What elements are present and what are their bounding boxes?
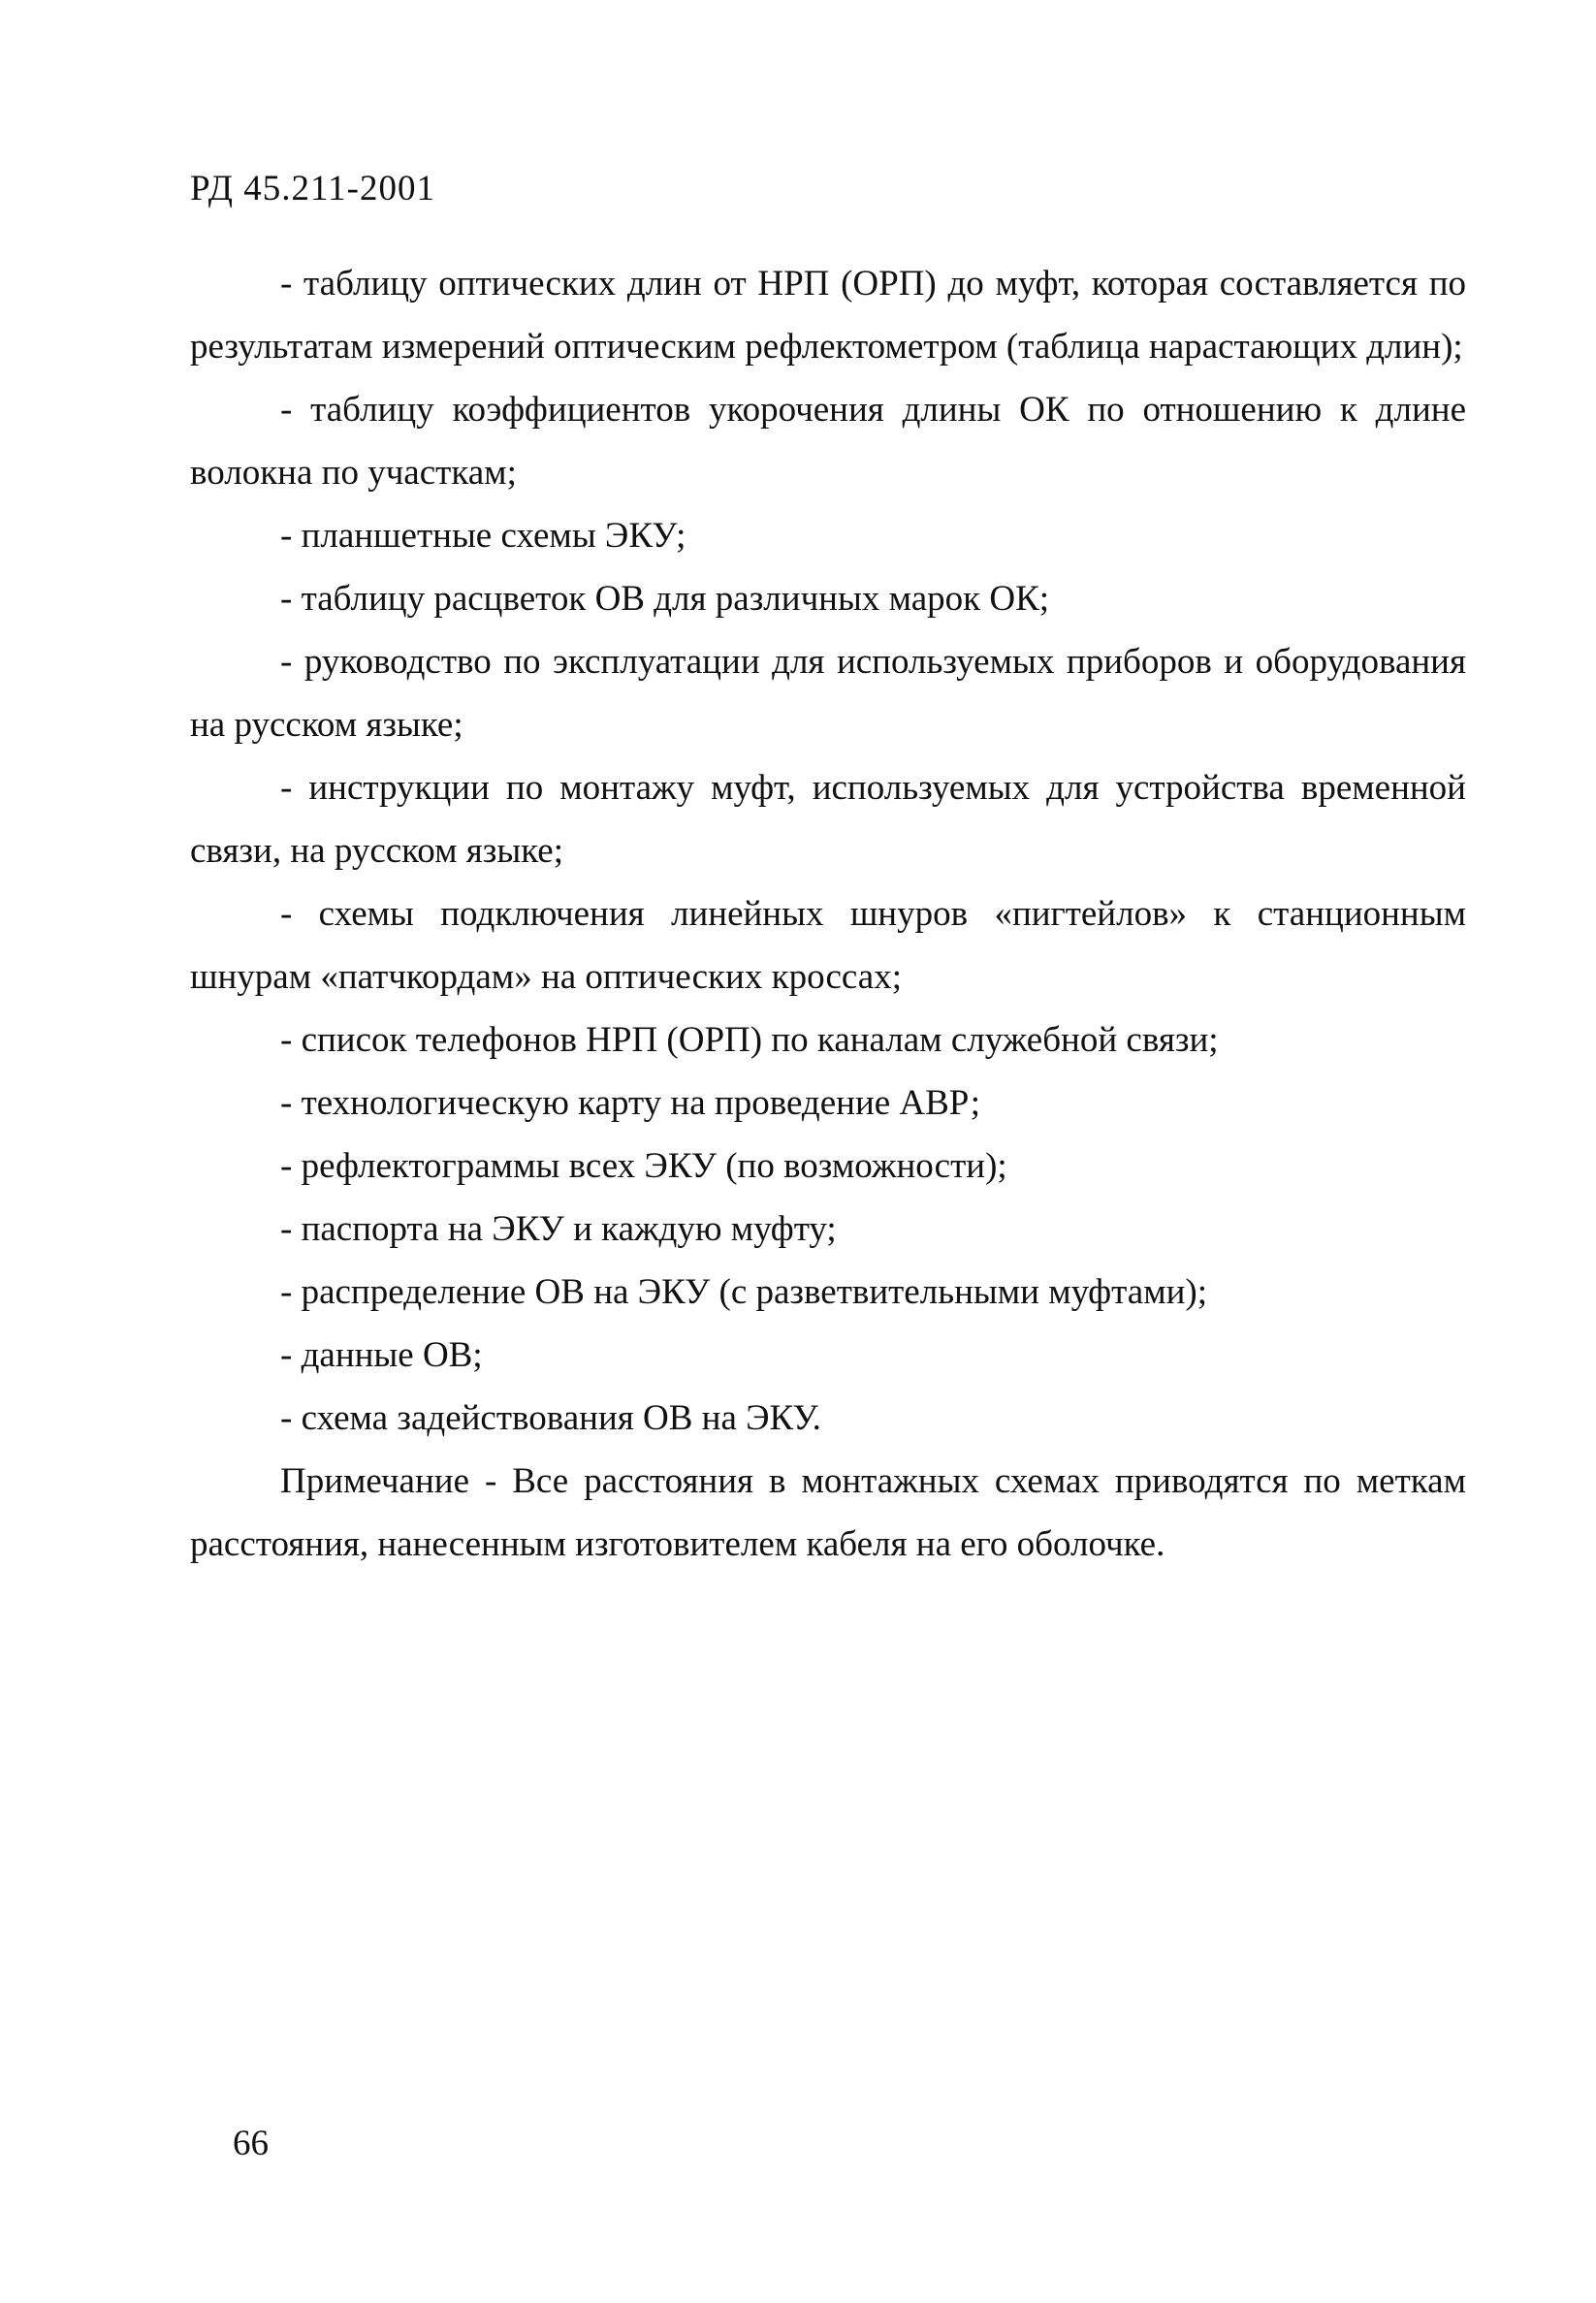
list-item: - руководство по эксплуатации для используемых приборов и оборудования на русском языке; bbox=[190, 642, 1466, 745]
list-item: - планшетные схемы ЭКУ; bbox=[280, 516, 686, 556]
list-item: - таблицу коэффициентов укорочения длины ОК по отношению к длине волокна по участкам; bbox=[190, 390, 1466, 493]
list-item: - схема задействования ОВ на ЭКУ. bbox=[280, 1398, 821, 1438]
document-code: РД 45.211-2001 bbox=[190, 169, 435, 208]
list-item: - список телефонов НРП (ОРП) по каналам служебной связи; bbox=[280, 1020, 1219, 1060]
document-body bbox=[190, 252, 1466, 1576]
list-item: - схемы подключения линейных шнуров «пигтейлов» к станционным шнурам «патчкордам» на оптических кроссах; bbox=[190, 894, 1466, 997]
note-paragraph: Примечание - Все расстояния в монтажных схемах приводятся по меткам расстояния, нанесенным изготовителем кабеля на его оболочке. bbox=[190, 1461, 1466, 1564]
list-item: - распределение ОВ на ЭКУ (с разветвительными муфтами); bbox=[280, 1272, 1208, 1312]
list-item: - данные ОВ; bbox=[280, 1335, 483, 1375]
page-number: 66 bbox=[233, 2124, 269, 2163]
list-item: - паспорта на ЭКУ и каждую муфту; bbox=[280, 1209, 837, 1249]
list-item: - технологическую карту на проведение АВР; bbox=[280, 1083, 981, 1123]
list-item: - таблицу расцветок ОВ для различных марок ОК; bbox=[280, 579, 1050, 619]
list-item: - рефлектограммы всех ЭКУ (по возможности); bbox=[280, 1146, 1007, 1186]
list-item: - инструкции по монтажу муфт, используемых для устройства временной связи, на русском языке; bbox=[190, 768, 1466, 871]
list-item: - таблицу оптических длин от НРП (ОРП) до муфт, которая составляется по результатам измерений оптическим рефлектометром (таблица нарастающих длин); bbox=[190, 264, 1466, 367]
